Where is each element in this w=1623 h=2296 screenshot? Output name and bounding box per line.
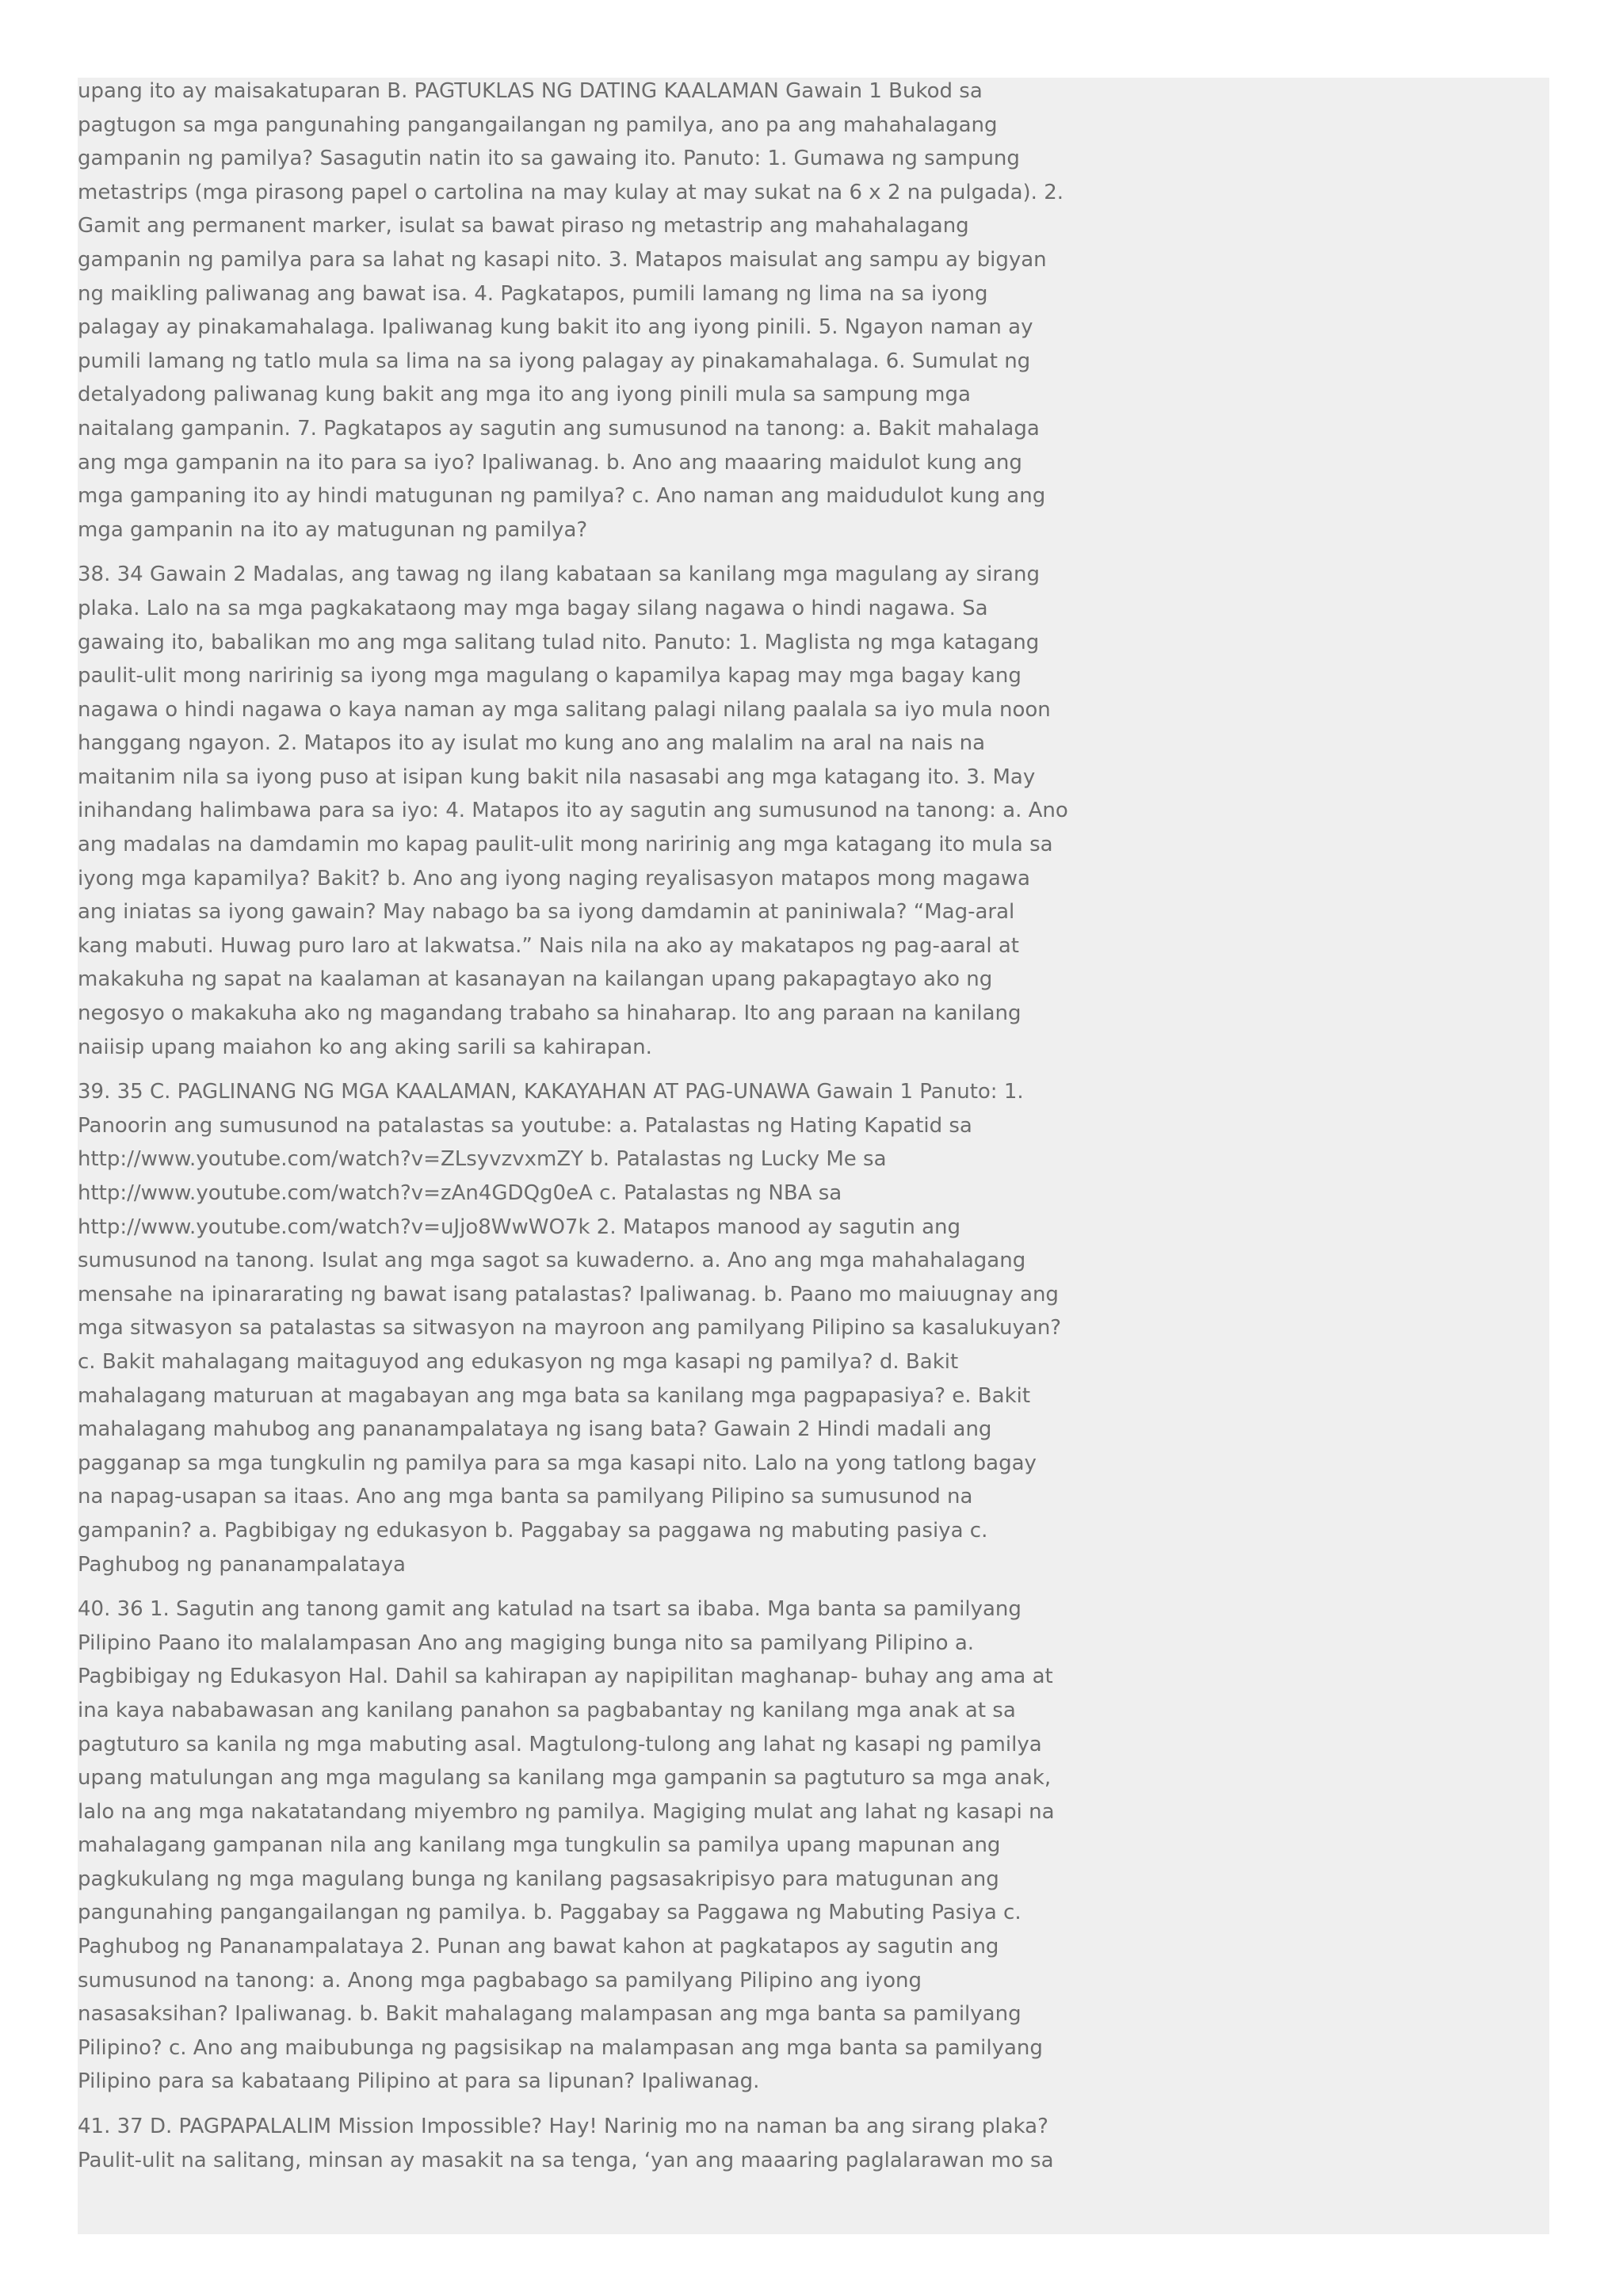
paragraph: 40. 36 1. Sagutin ang tanong gamit ang katulad na tsart sa ibaba. Mga banta sa pamilyang Pilipino Paano ito malalampasan Ano ang magiging bunga nito sa pamilyang Pilipino a. Pagbibigay ng Edukasyon Hal. Dahil sa kahirapan ay napipilitan maghanap- buhay ang ama at ina kaya nababawasan ang kanilang panahon sa pagbabantay ng kanilang mga anak at sa pagtuturo sa kanila ng mga mabuting asal. Magtulong-tulong ang lahat ng kasapi ng pamilya upang matulungan ang mga magulang sa kanilang mga gampanin sa pagtuturo sa mga anak, lalo na ang mga nakatatandang miyembro ng pamilya. Magiging mulat ang lahat ng kasapi na mahalagang gampanan nila ang kanilang mga tungkulin sa pamilya upang mapunan ang pagkukulang ng mga magulang bunga ng kanilang pagsasakripisyo para matugunan ang pangunahing pangangailangan ng pamilya. b. Paggabay sa Paggawa ng Mabuting Pasiya c. Paghubog ng Pananampalataya 2. Punan ang bawat kahon at pagkatapos ay sagutin ang sumusunod na tanong: a. Anong mga pagbabago sa pamilyang Pilipino ang iyong nasasaksihan? Ipaliwanag. b. Bakit mahalagang malampasan ang mga banta sa pamilyang Pilipino? c. Ano ang maibubunga ng pagsisikap na malampasan ang mga banta sa pamilyang Pilipino para sa kabataang Pilipino at para sa lipunan? Ipaliwanag.	[78, 1597, 1055, 2094]
document-text	[78, 74, 1068, 2188]
paragraph: upang ito ay maisakatuparan B. PAGTUKLAS NG DATING KAALAMAN Gawain 1 Bukod sa pagtugon sa mga pangunahing pangangailangan ng pamilya, ano pa ang mahahalagang gampanin ng pamilya? Sasagutin natin ito sa gawaing ito. Panuto: 1. Gumawa ng sampung metastrips (mga pirasong papel o cartolina na may kulay at may sukat na 6 x 2 na pulgada). 2. Gamit ang permanent marker, isulat sa bawat piraso ng metastrip ang mahahalagang gampanin ng pamilya para sa lahat ng kasapi nito. 3. Matapos maisulat ang sampu ay bigyan ng maikling paliwanag ang bawat isa. 4. Pagkatapos, pumili lamang ng lima na sa iyong palagay ay pinakamahalaga. Ipaliwanag kung bakit ito ang iyong pinili. 5. Ngayon naman ay pumili lamang ng tatlo mula sa lima na sa iyong palagay ay pinakamahalaga. 6. Sumulat ng detalyadong paliwanag kung bakit ang mga ito ang iyong pinili mula sa sampung mga naitalang gampanin. 7. Pagkatapos ay sagutin ang sumusunod na tanong: a. Bakit mahalaga ang mga gampanin na ito para sa iyo? Ipaliwanag. b. Ano ang maaaring maidulot kung ang mga gampaning ito ay hindi matugunan ng pamilya? c. Ano naman ang maidudulot kung ang mga gampanin na ito ay matugunan ng pamilya?	[78, 79, 1064, 542]
paragraph: 39. 35 C. PAGLINANG NG MGA KAALAMAN, KAKAYAHAN AT PAG-UNAWA Gawain 1 Panuto: 1. Panoorin ang sumusunod na patalastas sa youtube: a. Patalastas ng Hating Kapatid sa http://www.youtube.com/watch?v=ZLsyvzvxmZY b. Patalastas ng Lucky Me sa http://www.youtube.com/watch?v=zAn4GDQg0eA c. Patalastas ng NBA sa http://www.youtube.com/watch?v=uJjo8WwWO7k 2. Matapos manood ay sagutin ang sumusunod na tanong. Isulat ang mga sagot sa kuwaderno. a. Ano ang mga mahahalagang mensahe na ipinararating ng bawat isang patalastas? Ipaliwanag. b. Paano mo maiuugnay ang mga sitwasyon sa patalastas sa sitwasyon na mayroon ang pamilyang Pilipino sa kasalukuyan? c. Bakit mahalagang maitaguyod ang edukasyon ng mga kasapi ng pamilya? d. Bakit mahalagang maturuan at magabayan ang mga bata sa kanilang mga pagpapasiya? e. Bakit mahalagang mahubog ang pananampalataya ng isang bata? Gawain 2 Hindi madali ang pagganap sa mga tungkulin ng pamilya para sa mga kasapi nito. Lalo na yong tatlong bagay na napag-usapan sa itaas. Ano ang mga banta sa pamilyang Pilipino sa sumusunod na gampanin? a. Pagbibigay ng edukasyon b. Paggabay sa paggawa ng mabuting pasiya c. Paghubog ng pananampalataya	[78, 1080, 1062, 1577]
paragraph: 41. 37 D. PAGPAPALALIM Mission Impossible? Hay! Narinig mo na naman ba ang sirang plaka? Paulit-ulit na salitang, minsan ay masakit na sa tenga, ‘yan ang maaaring paglalarawan mo sa	[78, 2115, 1054, 2172]
paragraph: 38. 34 Gawain 2 Madalas, ang tawag ng ilang kabataan sa kanilang mga magulang ay sirang plaka. Lalo na sa mga pagkakataong may mga bagay silang nagawa o hindi nagawa. Sa gawaing ito, babalikan mo ang mga salitang tulad nito. Panuto: 1. Maglista ng mga katagang paulit-ulit mong naririnig sa iyong mga magulang o kapamilya kapag may mga bagay kang nagawa o hindi nagawa o kaya naman ay mga salitang palagi nilang paalala sa iyo mula noon hanggang ngayon. 2. Matapos ito ay isulat mo kung ano ang malalim na aral na nais na maitanim nila sa iyong puso at isipan kung bakit nila nasasabi ang mga katagang ito. 3. May inihandang halimbawa para sa iyo: 4. Matapos ito ay sagutin ang sumusunod na tanong: a. Ano ang madalas na damdamin mo kapag paulit-ulit mong naririnig ang mga katagang ito mula sa iyong mga kapamilya? Bakit? b. Ano ang iyong naging reyalisasyon matapos mong magawa ang iniatas sa iyong gawain? May nabago ba sa iyong damdamin at paniniwala? “Mag-aral kang mabuti. Huwag puro laro at lakwatsa.” Nais nila na ako ay makatapos ng pag-aaral at makakuha ng sapat na kaalaman at kasanayan na kailangan upang pakapagtayo ako ng negosyo o makakuha ako ng magandang trabaho sa hinaharap. Ito ang paraan na kanilang naiisip upang maiahon ko ang aking sarili sa kahirapan.	[78, 563, 1068, 1059]
